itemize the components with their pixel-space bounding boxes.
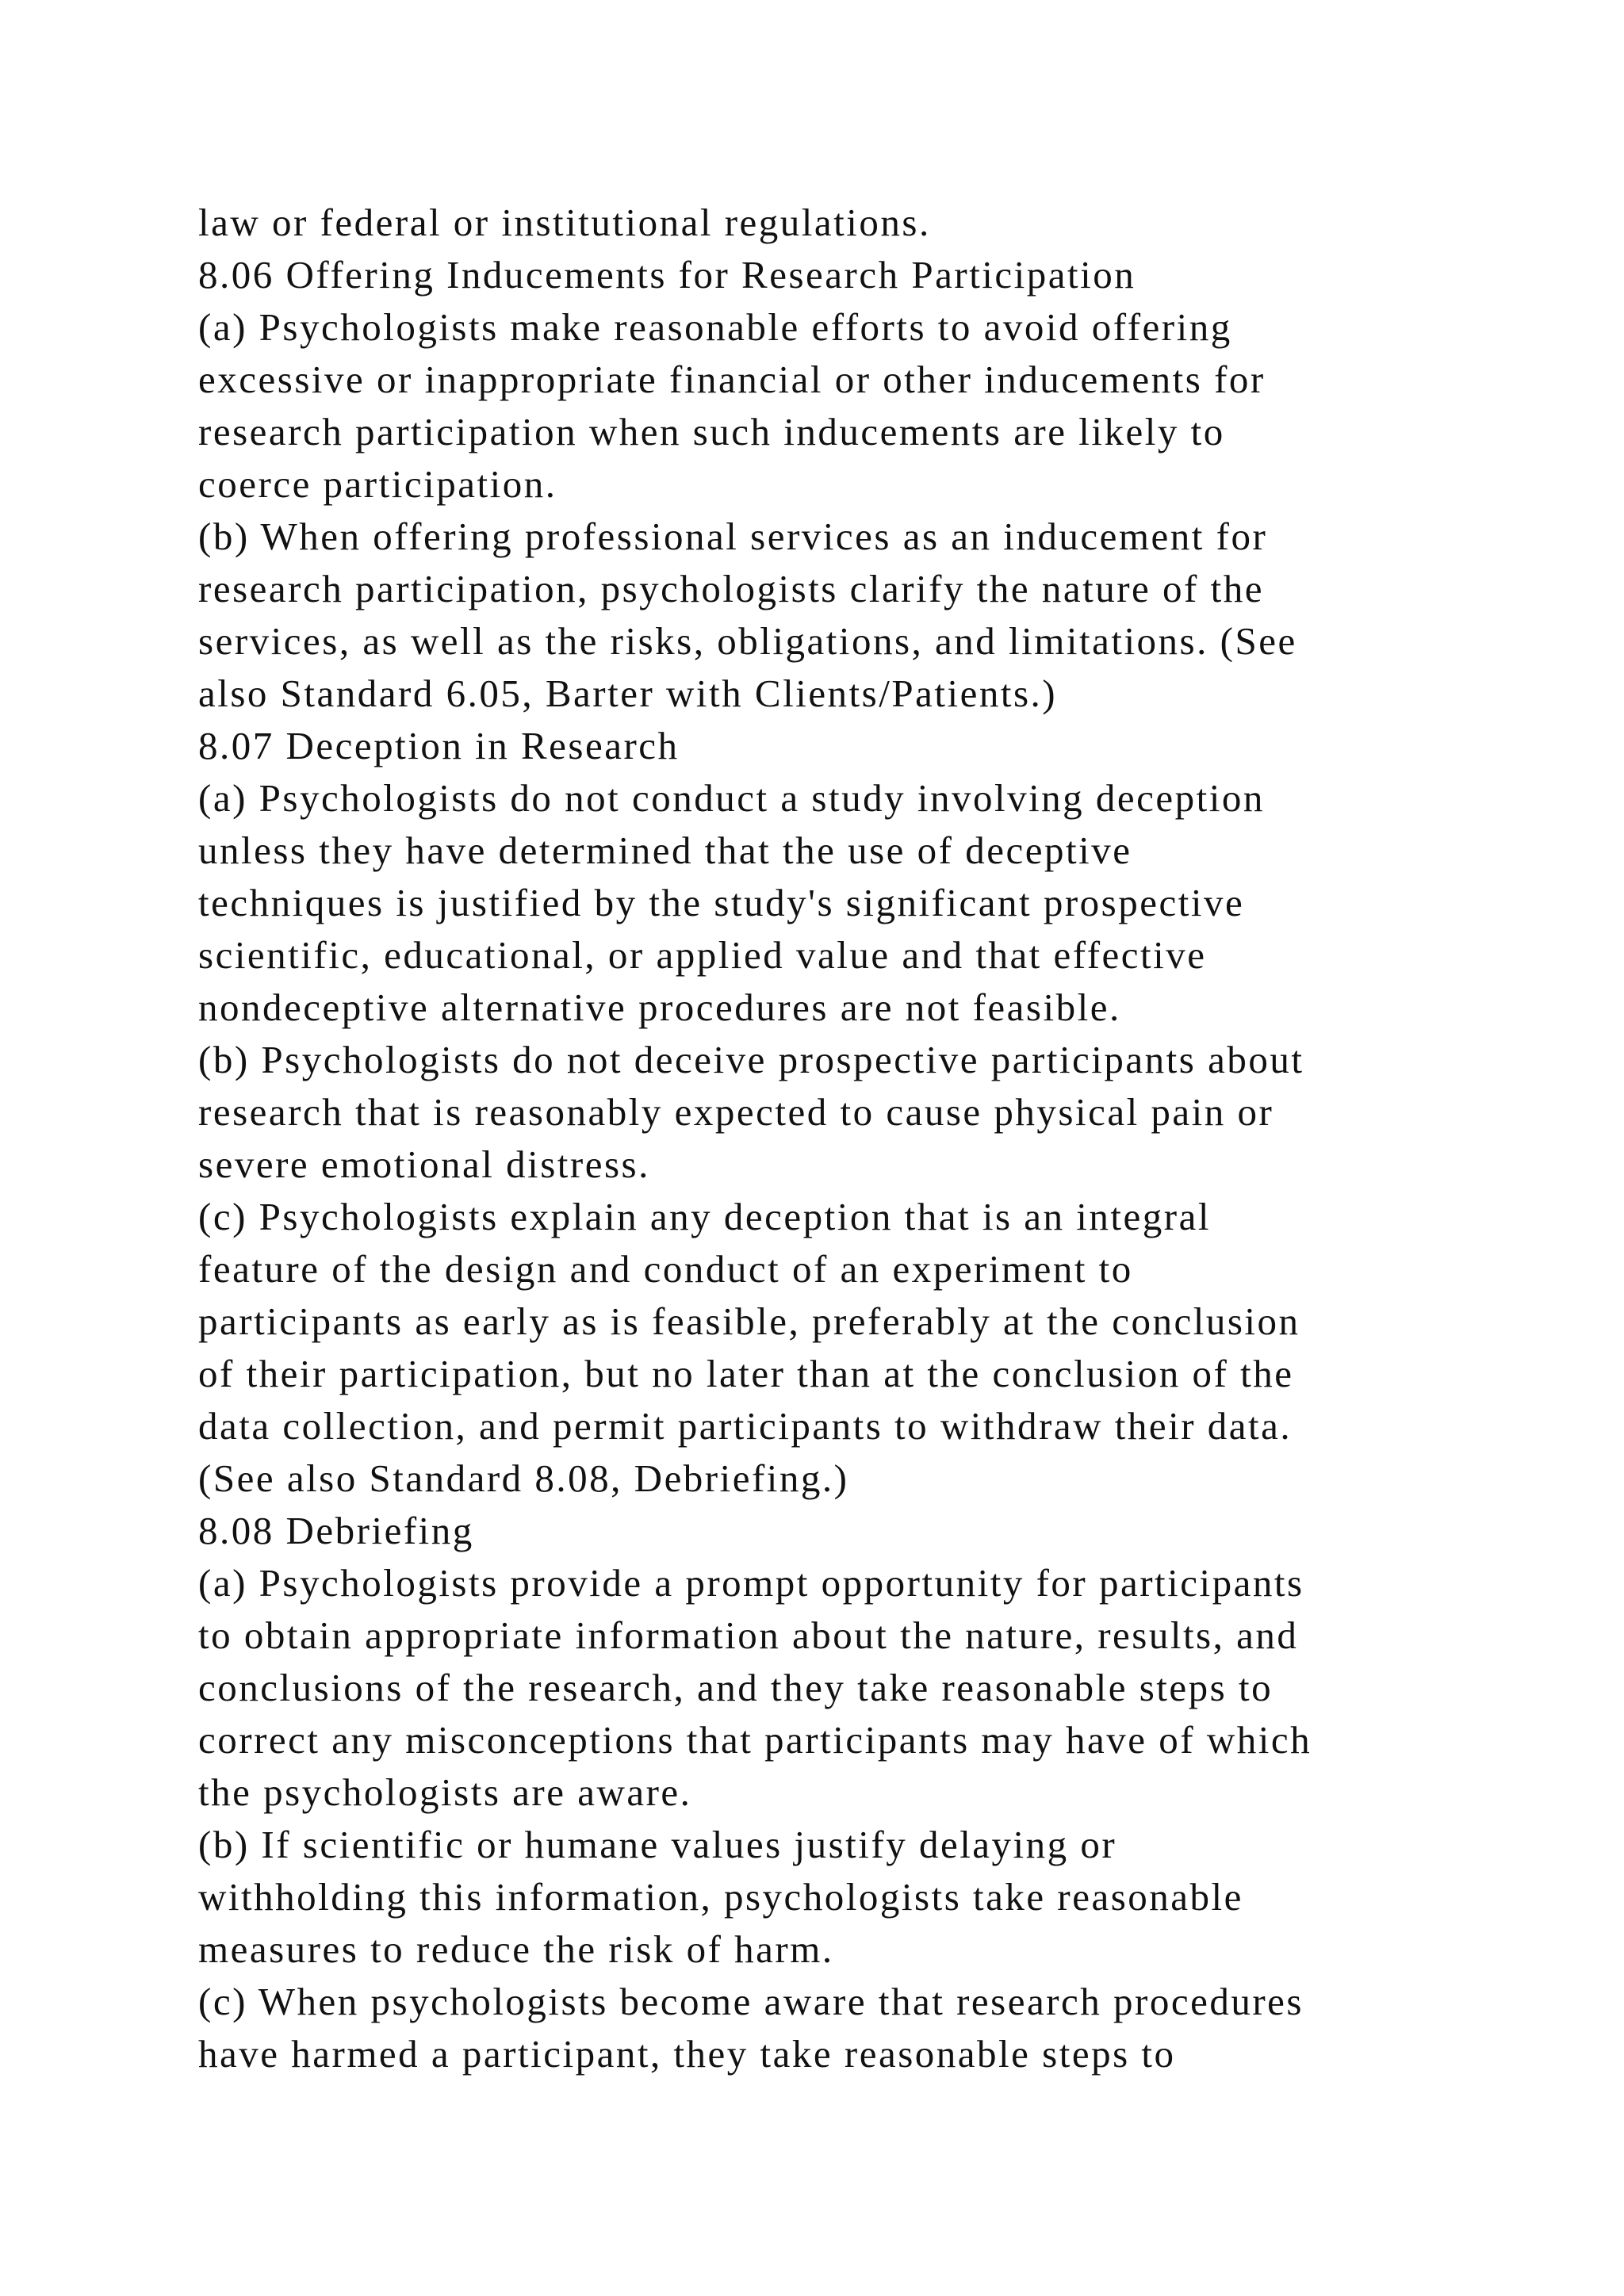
document-text bbox=[198, 197, 1435, 2080]
text-line: (b) When offering professional services as an inducement for bbox=[198, 515, 1268, 558]
text-line: research participation when such inducements are likely to bbox=[198, 410, 1225, 453]
section-heading-8-06: 8.06 Offering Inducements for Research Participation bbox=[198, 253, 1136, 297]
text-line: excessive or inappropriate financial or other inducements for bbox=[198, 358, 1266, 401]
text-line: feature of the design and conduct of an experiment to bbox=[198, 1247, 1133, 1291]
text-line: (See also Standard 8.08, Debriefing.) bbox=[198, 1456, 849, 1500]
text-line: unless they have determined that the use of deceptive bbox=[198, 828, 1132, 872]
text-line: coerce participation. bbox=[198, 462, 557, 506]
text-line: withholding this information, psychologists take reasonable bbox=[198, 1875, 1243, 1919]
text-line: conclusions of the research, and they take reasonable steps to bbox=[198, 1666, 1274, 1709]
text-line: (a) Psychologists do not conduct a study involving deception bbox=[198, 776, 1265, 820]
section-heading-8-08: 8.08 Debriefing bbox=[198, 1509, 474, 1552]
text-line: scientific, educational, or applied value and that effective bbox=[198, 933, 1207, 977]
text-line: to obtain appropriate information about the nature, results, and bbox=[198, 1613, 1299, 1657]
text-line: severe emotional distress. bbox=[198, 1142, 650, 1186]
section-heading-8-07: 8.07 Deception in Research bbox=[198, 724, 680, 767]
text-line: have harmed a participant, they take reasonable steps to bbox=[198, 2032, 1176, 2076]
text-line: (a) Psychologists provide a prompt opportunity for participants bbox=[198, 1561, 1304, 1605]
text-line: (c) When psychologists become aware that research procedures bbox=[198, 1980, 1304, 2023]
text-line: data collection, and permit participants to withdraw their data. bbox=[198, 1404, 1293, 1448]
text-line: of their participation, but no later than at the conclusion of the bbox=[198, 1352, 1294, 1395]
text-line: research participation, psychologists clarify the nature of the bbox=[198, 567, 1264, 610]
text-line: (a) Psychologists make reasonable efforts to avoid offering bbox=[198, 305, 1232, 349]
text-line: (b) If scientific or humane values justify delaying or bbox=[198, 1823, 1117, 1866]
text-line: participants as early as is feasible, preferably at the conclusion bbox=[198, 1299, 1300, 1343]
text-line: services, as well as the risks, obligations, and limitations. (See bbox=[198, 619, 1297, 663]
text-line: (c) Psychologists explain any deception that is an integral bbox=[198, 1195, 1211, 1238]
text-line: the psychologists are aware. bbox=[198, 1770, 692, 1814]
text-line: measures to reduce the risk of harm. bbox=[198, 1927, 834, 1971]
text-line: also Standard 6.05, Barter with Clients/Patients.) bbox=[198, 672, 1058, 715]
text-line: (b) Psychologists do not deceive prospective participants about bbox=[198, 1038, 1304, 1081]
text-line: correct any misconceptions that participants may have of which bbox=[198, 1718, 1312, 1762]
text-line: law or federal or institutional regulations. bbox=[198, 201, 931, 244]
text-line: techniques is justified by the study's significant prospective bbox=[198, 881, 1245, 924]
text-line: nondeceptive alternative procedures are not feasible. bbox=[198, 985, 1121, 1029]
text-line: research that is reasonably expected to cause physical pain or bbox=[198, 1090, 1274, 1134]
